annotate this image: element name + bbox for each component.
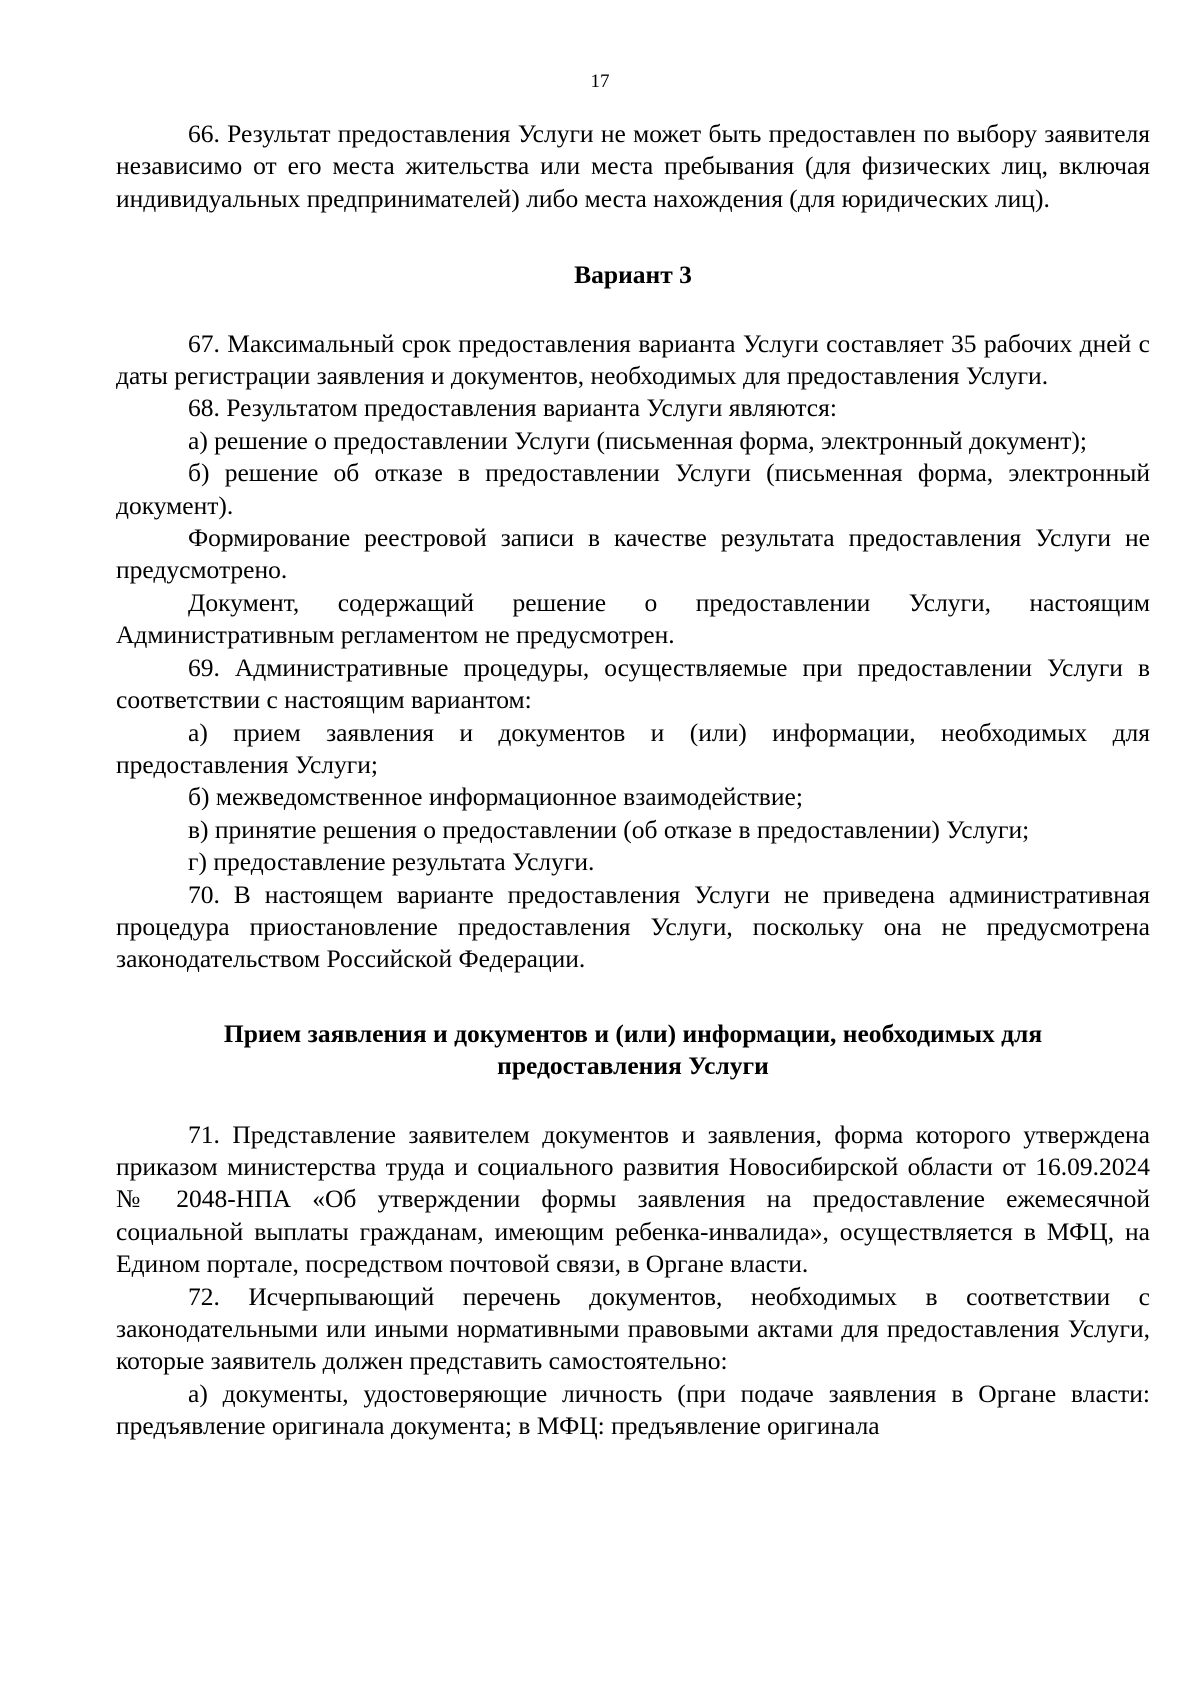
paragraph-69: 69. Административные процедуры, осуществляемые при предоставлении Услуги в соответствии с настоящим вариантом: — [116, 652, 1150, 715]
page-number: 17 — [590, 71, 610, 92]
paragraph-68-a: а) решение о предоставлении Услуги (письменная форма, электронный документ); — [188, 425, 1088, 455]
paragraph-68-b: б) решение об отказе в предоставлении Услуги (письменная форма, электронный документ). — [116, 458, 1150, 520]
paragraph-72-a: а) документы, удостоверяющие личность (при подаче заявления в Органе власти: предъявление оригинала документа; в МФЦ: предъявление оригинала — [116, 1378, 1150, 1441]
paragraph-69-d: г) предоставление результата Услуги. — [188, 847, 595, 877]
paragraph-69-c: в) принятие решения о предоставлении (об отказе в предоставлении) Услуги; — [188, 814, 1030, 844]
paragraph-72: 72. Исчерпывающий перечень документов, необходимых в соответствии с законодательными или иными нормативными правовыми актами для предоставления Услуги, которые заявитель должен представить самостоятельно: — [116, 1281, 1150, 1376]
paragraph-68: 68. Результатом предоставления варианта Услуги являются: — [188, 393, 837, 423]
paragraph-68-document: Документ, содержащий решение о предоставлении Услуги, настоящим Административным регламентом не предусмотрен. — [116, 587, 1150, 650]
heading-variant-3: Вариант 3 — [574, 260, 692, 290]
document-body — [116, 118, 1150, 1443]
paragraph-69-a: а) прием заявления и документов и (или) информации, необходимых для предоставления Услуги; — [116, 717, 1150, 779]
paragraph-70: 70. В настоящем варианте предоставления Услуги не приведена административная процедура приостановление предоставления Услуги, поскольку она не предусмотрена законодательством Российской Федерации. — [116, 879, 1150, 974]
paragraph-66: 66. Результат предоставления Услуги не может быть предоставлен по выбору заявителя независимо от его места жительства или места пребывания (для физических лиц, включая индивидуальных предпринимателей) либо места нахождения (для юридических лиц). — [116, 119, 1150, 213]
paragraph-69-b: б) межведомственное информационное взаимодействие; — [188, 782, 803, 812]
paragraph-68-registry: Формирование реестровой записи в качестве результата предоставления Услуги не предусмотрено. — [116, 523, 1150, 585]
paragraph-71: 71. Представление заявителем документов и заявления, форма которого утверждена приказом министерства труда и социального развития Новосибирской области от 16.09.2024 № 2048-НПА «Об утверждении формы заявления на предоставление ежемесячной социальной выплаты гражданам, имеющим ребенка-инвалида», осуществляется в МФЦ, на Едином портале, посредством почтовой связи, в Органе власти. — [116, 1119, 1150, 1279]
paragraph-67: 67. Максимальный срок предоставления варианта Услуги составляет 35 рабочих дней с даты регистрации заявления и документов, необходимых для предоставления Услуги. — [116, 328, 1150, 391]
heading-section-reception: Прием заявления и документов и (или) информации, необходимых для предоставления Услуги — [223, 1018, 1043, 1081]
